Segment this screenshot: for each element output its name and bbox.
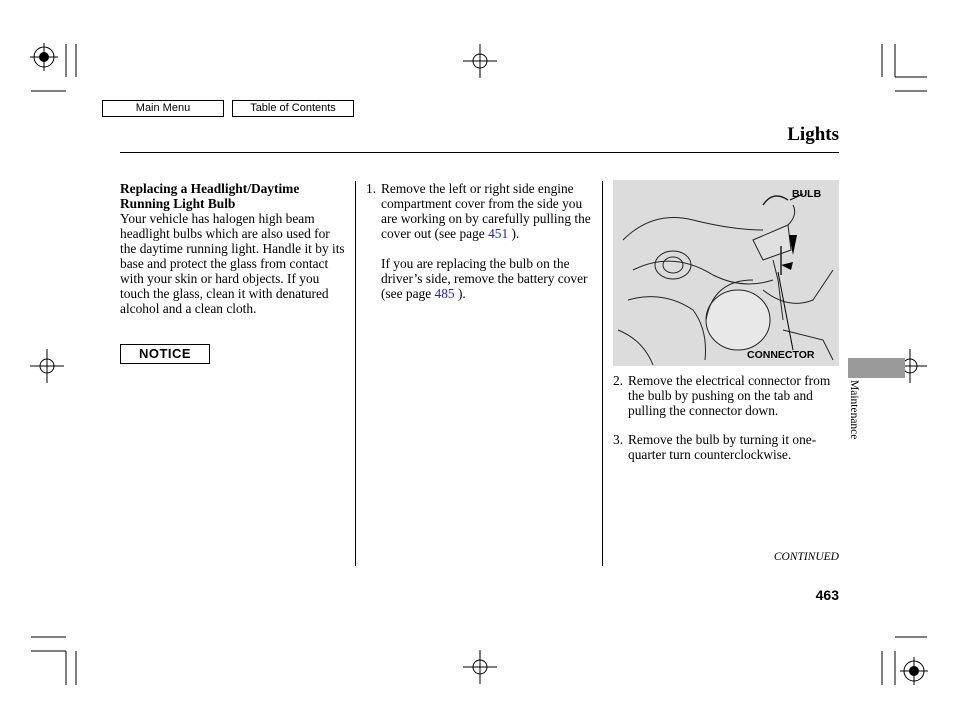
step-number: 1. xyxy=(366,181,377,196)
column-3 xyxy=(613,373,841,462)
intro-paragraph: Your vehicle has halogen high beam headlight bulbs which are also used for the daytime running light. Handle it by its base and protect the glass from contact with your skin or hard objects. If you touch the glass, clean it with denatured alcohol and a clean cloth. xyxy=(120,211,345,316)
step-3 xyxy=(613,432,841,462)
headlight-bulb-illustration xyxy=(613,180,839,366)
step-text: Remove the electrical connector from the bulb by pushing on the tab and pulling the connector down. xyxy=(628,373,831,418)
step-2 xyxy=(613,373,841,418)
step-text-end: ). xyxy=(508,226,520,241)
step-number: 3. xyxy=(613,432,624,447)
step-text: Remove the left or right side engine compartment cover from the side you are working on by carefully pulling the cover out (see page xyxy=(381,181,591,241)
section-tab-label: Maintenance xyxy=(848,380,860,440)
step-text: Remove the bulb by turning it one-quarter turn counterclockwise. xyxy=(628,432,817,462)
step-number: 2. xyxy=(613,373,624,388)
notice-label: NOTICE xyxy=(120,344,210,364)
column-1 xyxy=(120,181,345,316)
section-heading: Replacing a Headlight/Daytime Running Light Bulb xyxy=(120,181,300,211)
note-text-end: ). xyxy=(454,286,466,301)
column-2 xyxy=(366,181,594,301)
table-of-contents-button[interactable]: Table of Contents xyxy=(232,100,354,117)
step-1-note xyxy=(366,256,594,301)
figure-label-bulb: BULB xyxy=(792,188,822,200)
page-title: Lights xyxy=(787,124,839,145)
figure-label-connector: CONNECTOR xyxy=(747,349,815,361)
column-divider xyxy=(602,181,603,566)
main-menu-button[interactable]: Main Menu xyxy=(102,100,224,117)
title-rule xyxy=(120,152,839,153)
section-tab xyxy=(848,358,905,378)
engine-bay-drawing xyxy=(613,180,839,366)
note-text: If you are replacing the bulb on the driver’s side, remove the battery cover (see page xyxy=(381,256,588,301)
step-1 xyxy=(366,181,594,241)
page-link-485[interactable]: 485 xyxy=(434,286,455,301)
column-divider xyxy=(355,181,356,566)
page-number: 463 xyxy=(815,587,839,603)
continued-label: CONTINUED xyxy=(773,551,839,563)
page-link-451[interactable]: 451 xyxy=(488,226,509,241)
